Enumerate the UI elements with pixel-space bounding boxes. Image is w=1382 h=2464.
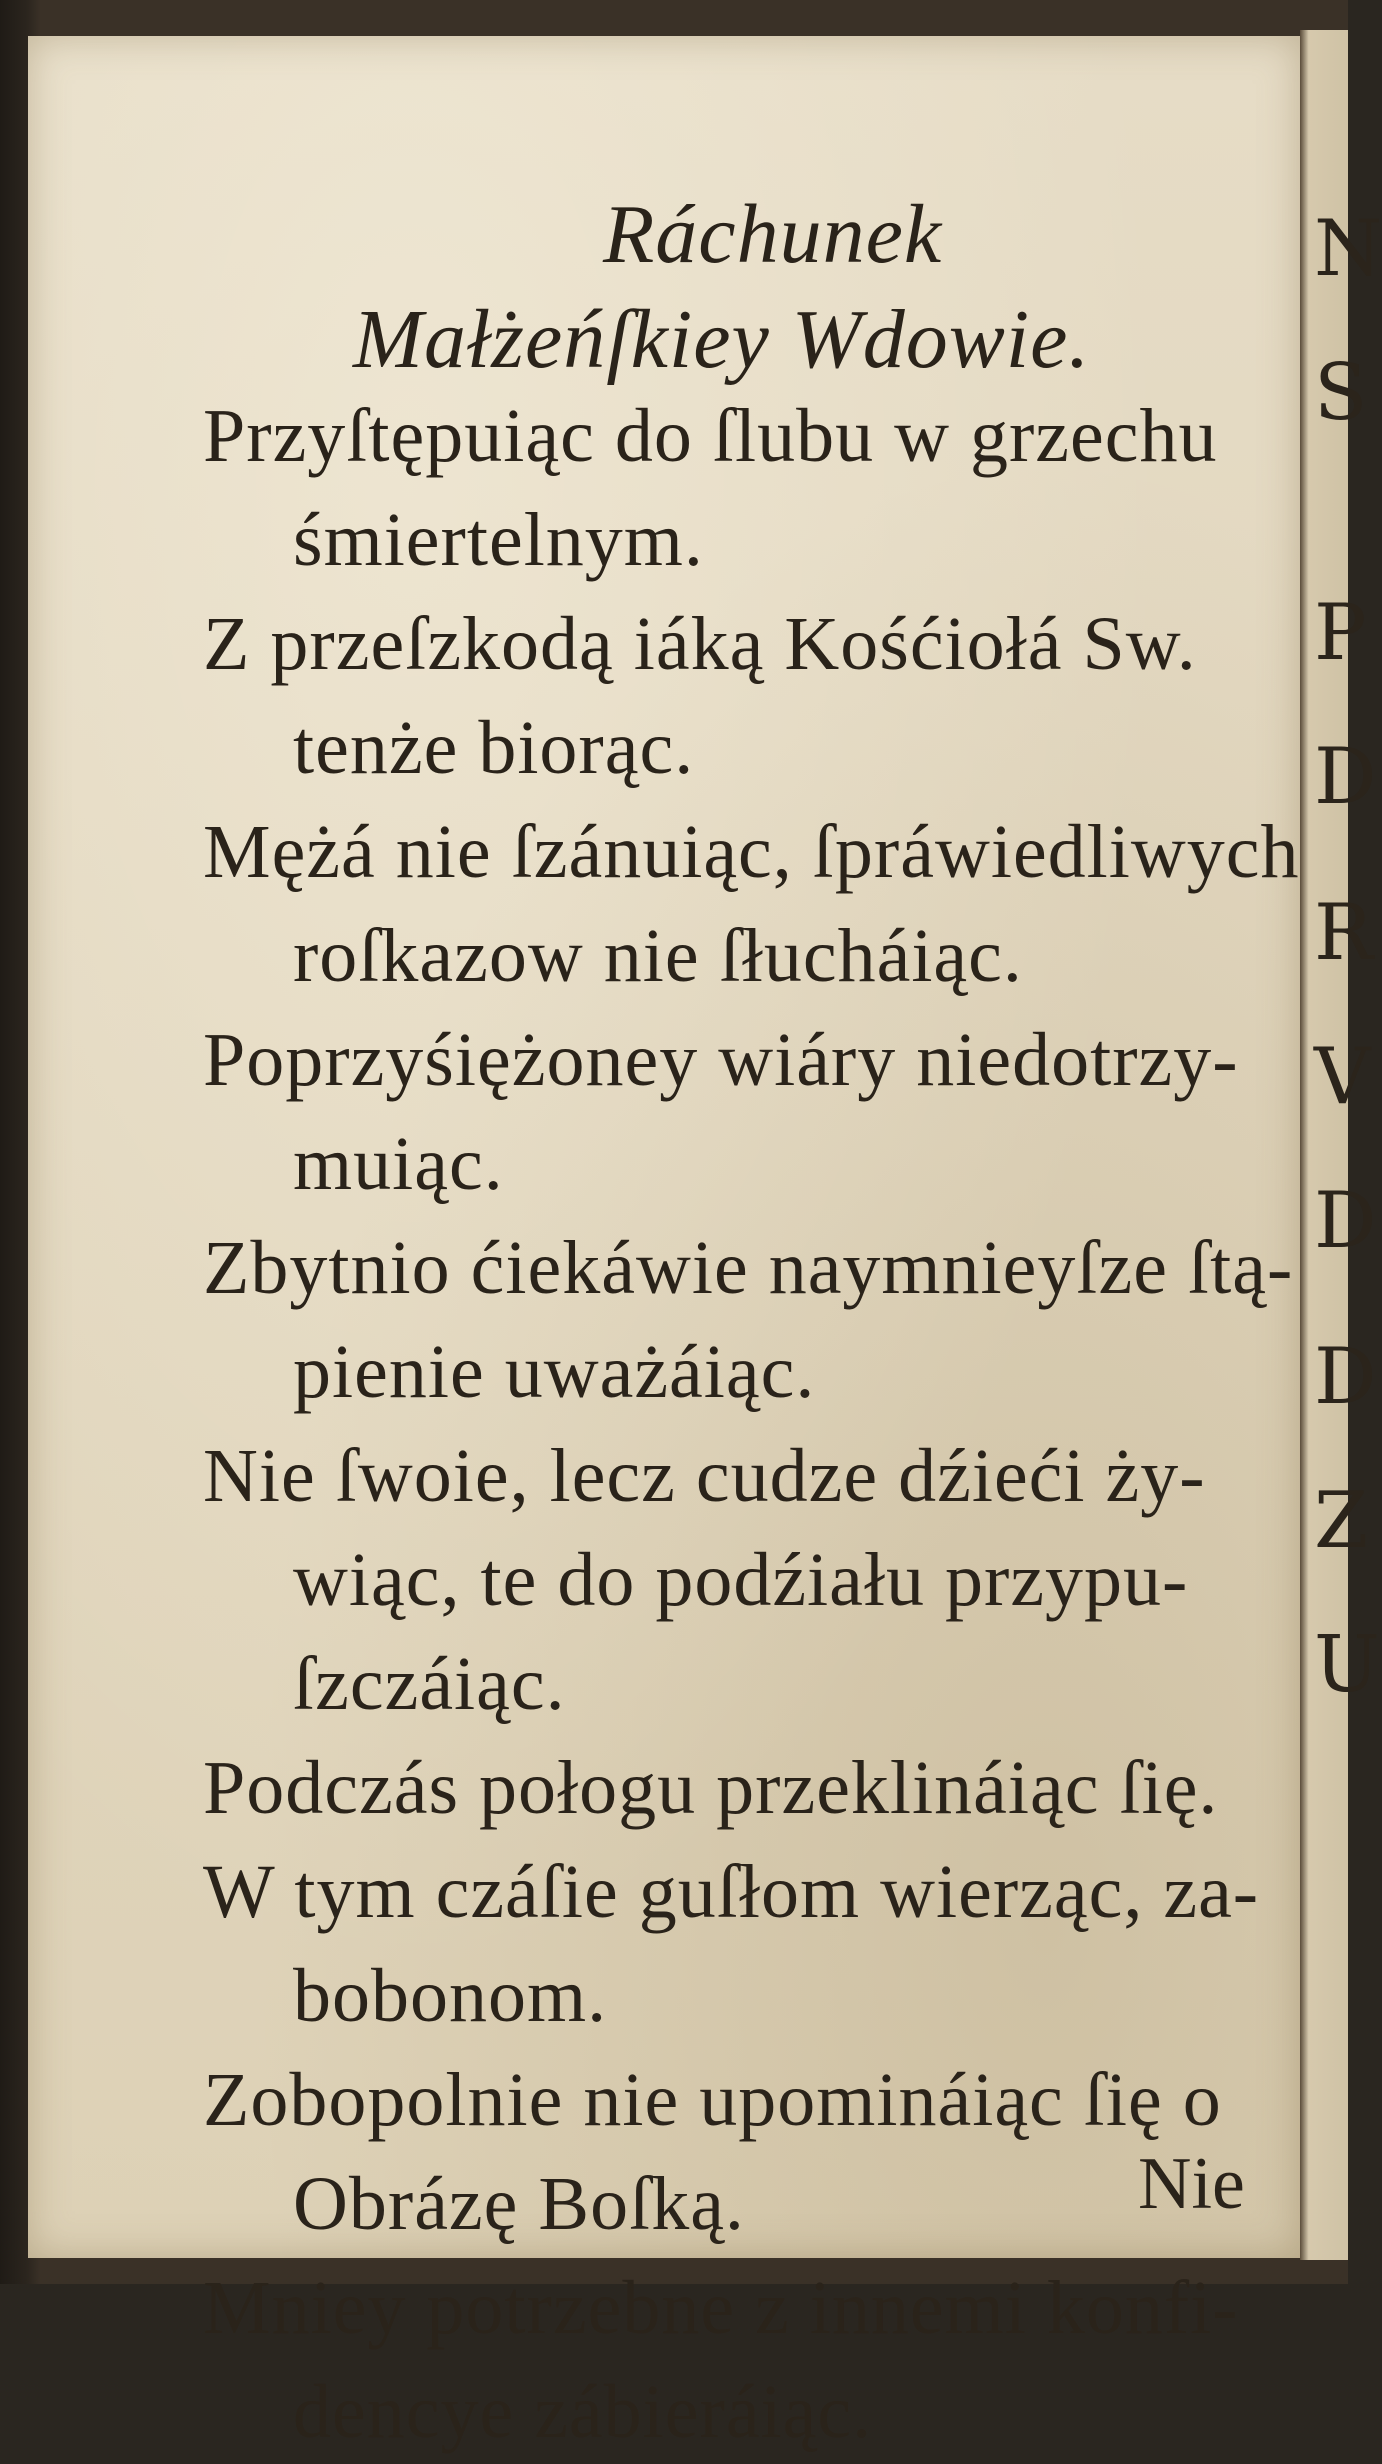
text-line: Poprzyśiężoney wiáry niedotrzy- — [203, 1018, 1239, 1102]
text-line: Przyſtępuiąc do ſlubu w grzechu — [203, 394, 1218, 478]
text-line: tenże biorąc. — [293, 706, 695, 790]
adjacent-page-letter: S — [1314, 348, 1368, 438]
text-line: Obrázę Boſką. — [293, 2162, 745, 2246]
adjacent-page-letter: U — [1314, 1620, 1380, 1710]
adjacent-page-letter: D — [1314, 1176, 1377, 1266]
text-line: pienie uważáiąc. — [293, 1330, 816, 1414]
adjacent-page-letter: D — [1314, 732, 1377, 822]
text-line: śmiertelnym. — [293, 498, 704, 582]
page-heading-subtitle: Małżeńſkiey Wdowie. — [353, 293, 1091, 386]
text-line: dencye zábieráiąc. — [293, 2370, 873, 2454]
adjacent-page-edge — [1300, 30, 1382, 2260]
text-line: Z przeſzkodą iáką Kośćiołá Sw. — [203, 602, 1197, 686]
text-line: ſzczáiąc. — [293, 1642, 566, 1726]
text-line: muiąc. — [293, 1122, 504, 1206]
text-line: Zbytnio ćiekáwie naymnieyſze ſtą- — [203, 1226, 1294, 1310]
adjacent-page-letter: V — [1314, 1032, 1371, 1122]
text-line: bobonom. — [293, 1954, 608, 2038]
text-line: roſkazow nie ſłucháiąc. — [293, 914, 1023, 998]
adjacent-page-letter: N — [1314, 204, 1382, 294]
adjacent-page-letter: R — [1314, 888, 1373, 978]
adjacent-page-letter: Z — [1314, 1476, 1369, 1566]
text-line: Mniey potrzebne z innemi konfi- — [203, 2266, 1239, 2350]
page-heading-title: Ráchunek — [603, 188, 943, 281]
text-line: wiąc, te do podźiału przypu- — [293, 1538, 1189, 1622]
text-line: Zobopolnie nie upomináiąc ſię o — [203, 2058, 1222, 2142]
text-line: W tym czáſie guſłom wierząc, za- — [203, 1850, 1260, 1934]
adjacent-page-letter: P — [1314, 588, 1367, 678]
adjacent-page-letter: D — [1314, 1332, 1377, 1422]
text-line: Podczás połogu przeklináiąc ſię. — [203, 1746, 1219, 1830]
text-line: Nie ſwoie, lecz cudze dźieći ży- — [203, 1434, 1206, 1518]
book-page — [28, 36, 1300, 2454]
text-line: Mężá nie ſzánuiąc, ſpráwiedliwych — [203, 810, 1300, 894]
catchword: Nie — [1138, 2143, 1245, 2225]
